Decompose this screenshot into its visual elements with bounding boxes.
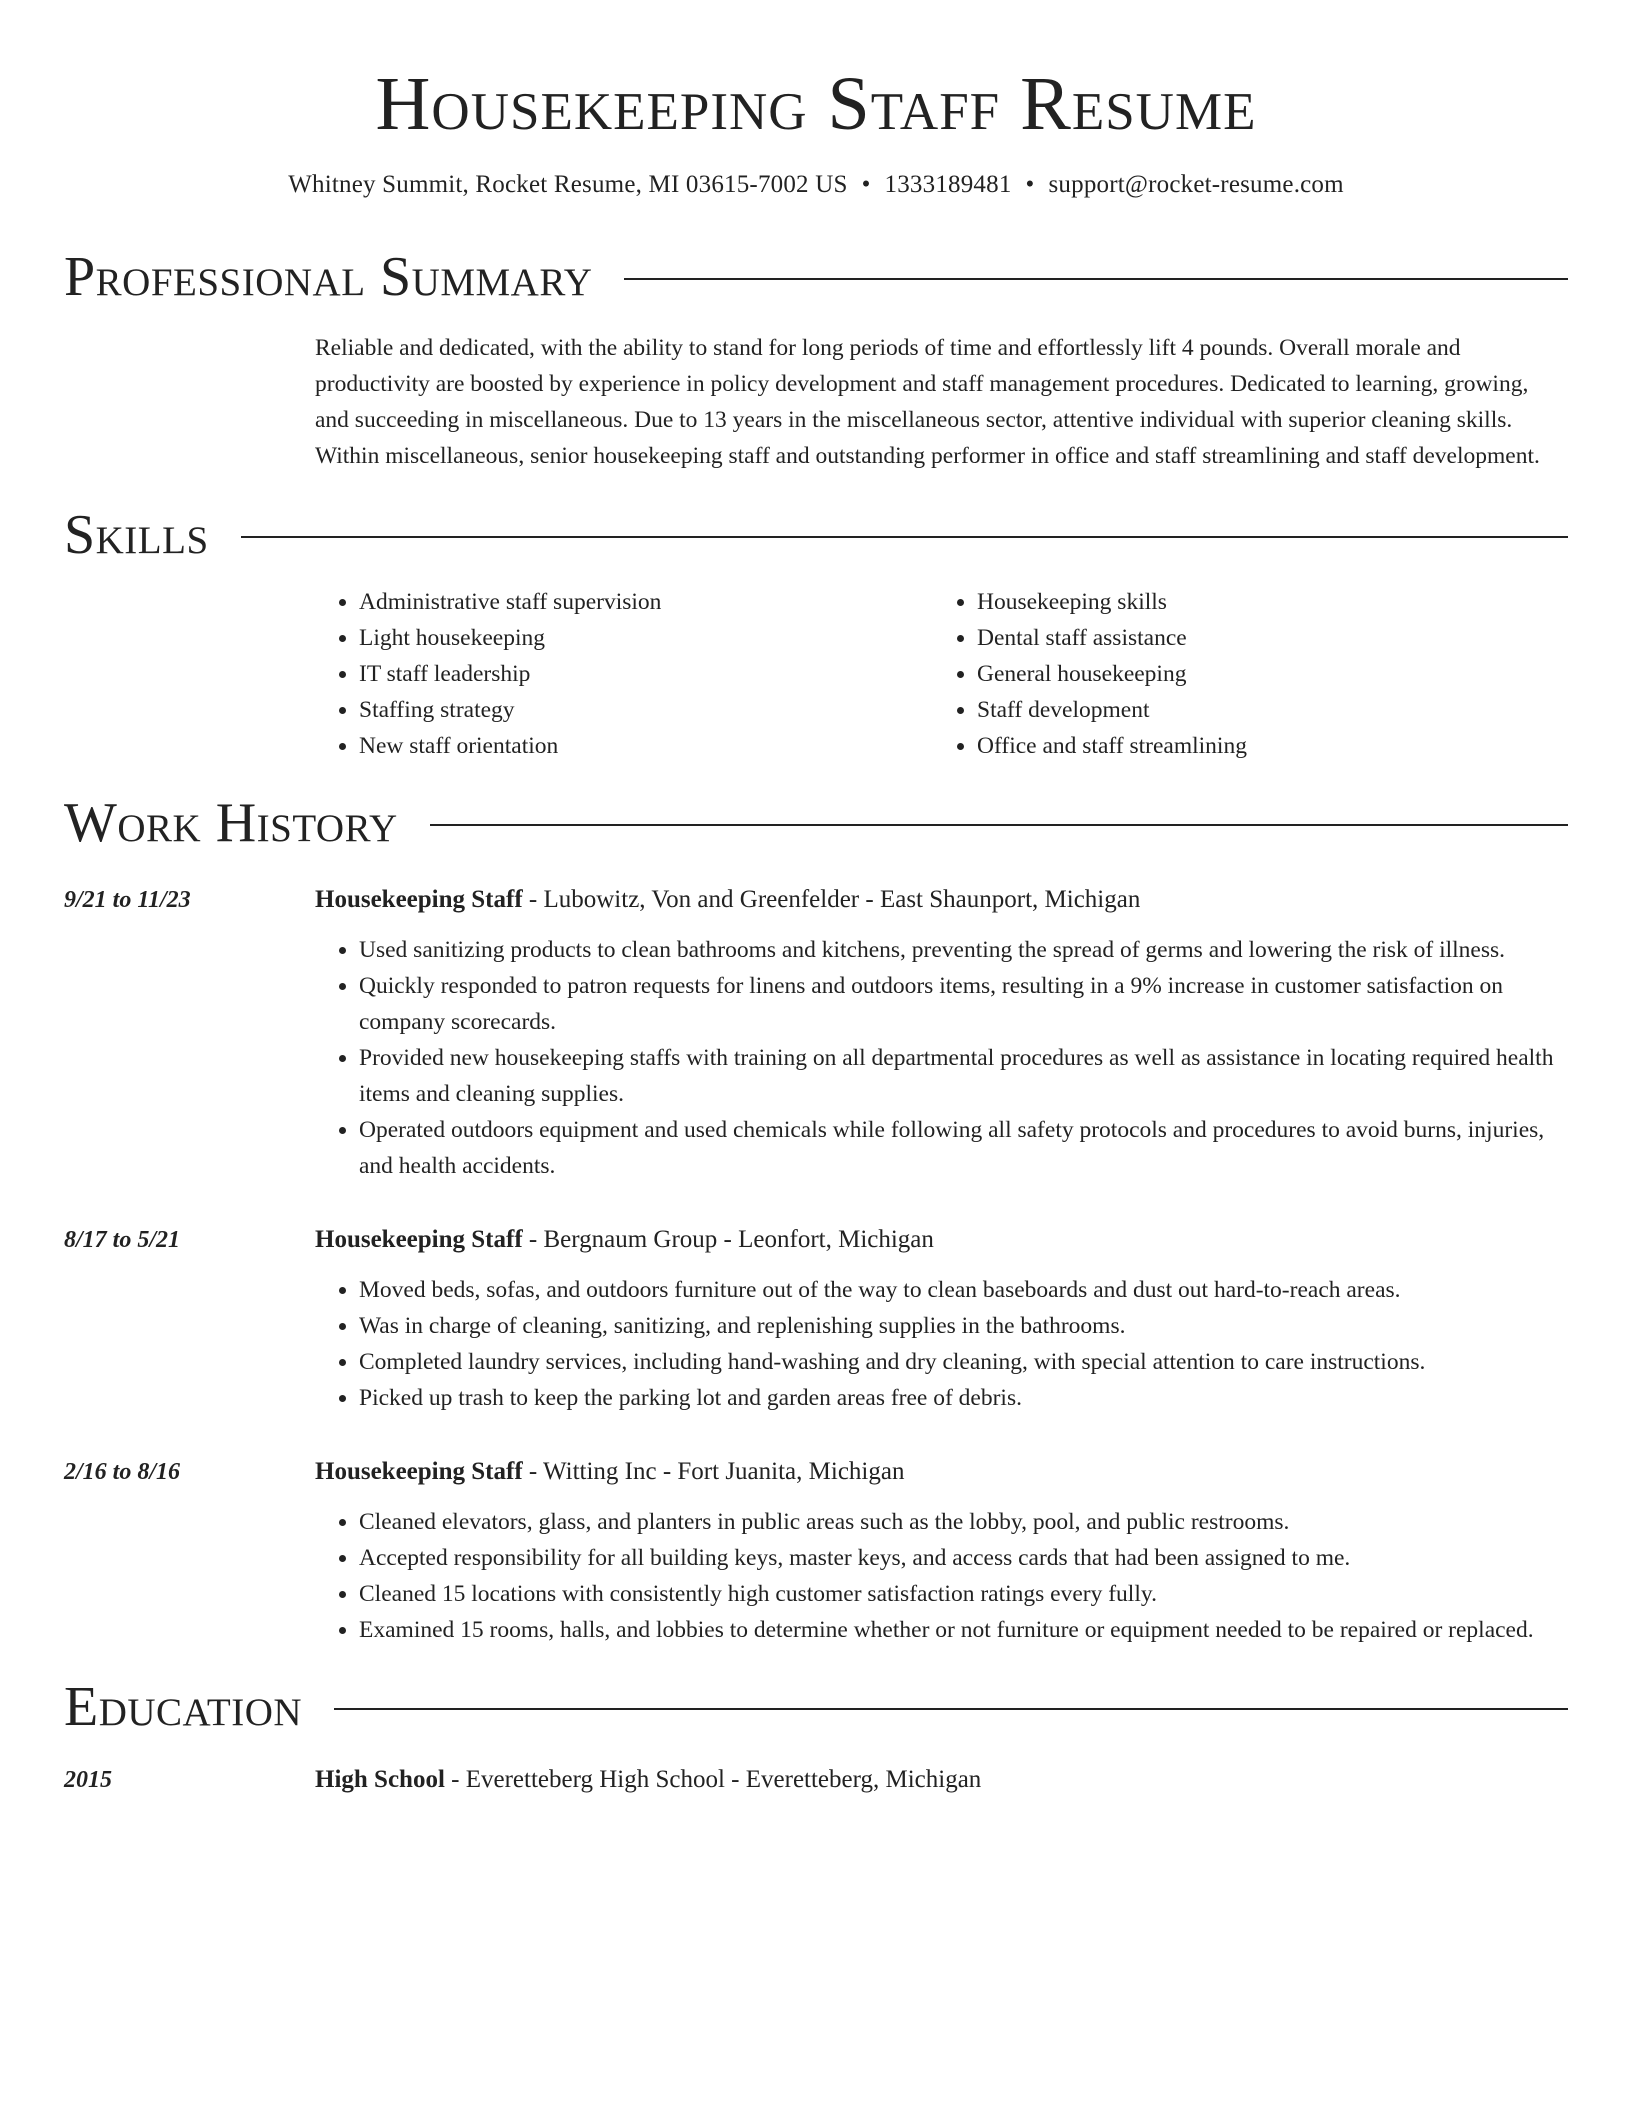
skill-item: • General housekeeping [977,656,1247,692]
job-bullet: • Completed laundry services, including hand-washing and dry cleaning, with special attention to care instructions. [359,1344,1568,1380]
job-bullet: • Used sanitizing products to clean bathrooms and kitchens, preventing the spread of germs and lowering the risk of illness. [359,932,1568,968]
job-entry [64,1454,1568,1648]
job-entry [64,882,1568,1184]
skills-list [315,584,1568,764]
skill-item: • Office and staff streamlining [977,728,1247,764]
skill-item: • Housekeeping skills [977,584,1247,620]
job-employer: - Witting Inc - Fort Juanita, Michigan [522,1458,905,1485]
skill-item: • Dental staff assistance [977,620,1247,656]
job-dates: 8/17 to 5/21 [64,1227,181,1253]
section-divider [624,278,1568,280]
education-section-header [64,1676,1568,1738]
contact-separator: • [1025,171,1035,198]
skill-item: • Light housekeeping [359,620,933,656]
job-dates: 2/16 to 8/16 [64,1459,181,1485]
resume-page [64,0,1568,1798]
job-bullet: • Moved beds, sofas, and outdoors furniture out of the way to clean baseboards and dust out hard-to-reach areas. [359,1272,1568,1308]
education-header [315,1762,1568,1798]
job-bullet: • Examined 15 rooms, halls, and lobbies to determine whether or not furniture or equipment needed to be repaired or replaced. [359,1612,1568,1648]
job-bullet: • Quickly responded to patron requests for linens and outdoors items, resulting in a 9% increase in customer satisfaction on company scorecards. [359,968,1568,1040]
skill-item: • Staffing strategy [359,692,933,728]
education-entry [64,1762,1568,1798]
job-bullets [315,1272,1568,1416]
section-divider [430,824,1568,826]
job-bullet: • Accepted responsibility for all building keys, master keys, and access cards that had been assigned to me. [359,1540,1568,1576]
summary-text: Reliable and dedicated, with the ability to stand for long periods of time and effortlessly lift 4 pounds. Overall morale and productivity are boosted by experience in policy development and staff management procedures. Dedicated to learning, growing, and succeeding in miscellaneous. Due to 13 years in the miscellaneous sector, attentive individual with superior cleaning skills. Within miscellaneous, senior housekeeping staff and outstanding performer in office and staff streamlining and staff development. [315,335,1540,469]
job-bullets [315,1504,1568,1648]
section-divider [334,1708,1568,1710]
skills-section-header [64,504,1568,566]
job-bullet: • Operated outdoors equipment and used chemicals while following all safety protocols and procedures to avoid burns, injuries, and health accidents. [359,1112,1568,1184]
job-employer: - Bergnaum Group - Leonfort, Michigan [522,1226,934,1253]
job-bullets [315,932,1568,1184]
job-title: Housekeeping Staff [315,1458,523,1485]
skill-item: • New staff orientation [359,728,933,764]
contact-phone: 1333189481 [884,171,1012,198]
job-bullet: • Provided new housekeeping staffs with training on all departmental procedures as well as assistance in locating required health items and cleaning supplies. [359,1040,1568,1112]
work-heading: Work History [64,792,398,854]
skill-item: • Administrative staff supervision [359,584,933,620]
work-section-header [64,792,1568,854]
resume-title: Housekeeping Staff Resume [375,62,1257,146]
job-bullet: • Picked up trash to keep the parking lot and garden areas free of debris. [359,1380,1568,1416]
job-employer: - Lubowitz, Von and Greenfelder - East Shaunport, Michigan [522,886,1141,913]
section-divider [241,536,1568,538]
job-title: Housekeeping Staff [315,1226,523,1253]
job-header [315,1222,1568,1258]
job-bullet: • Cleaned elevators, glass, and planters in public areas such as the lobby, pool, and public restrooms. [359,1504,1568,1540]
contact-address: Whitney Summit, Rocket Resume, MI 03615-7002 US [288,171,848,198]
skills-column-right [933,584,1247,764]
skill-item: • Staff development [977,692,1247,728]
job-bullet: • Cleaned 15 locations with consistently high customer satisfaction ratings every fully. [359,1576,1568,1612]
job-header [315,882,1568,918]
contact-separator: • [861,171,871,198]
job-header [315,1454,1568,1490]
contact-line [64,170,1568,200]
skills-column-left [315,584,933,764]
education-school: - Everetteberg High School - Everetteberg, Michigan [444,1766,982,1793]
summary-heading: Professional Summary [64,246,593,308]
education-year: 2015 [64,1767,112,1793]
job-dates: 9/21 to 11/23 [64,887,191,913]
summary-section-header [64,246,1568,308]
job-title: Housekeeping Staff [315,886,523,913]
skills-heading: Skills [64,504,209,566]
job-entry [64,1222,1568,1416]
education-heading: Education [64,1676,303,1738]
education-degree: High School [315,1766,445,1793]
skill-item: • IT staff leadership [359,656,933,692]
job-bullet: • Was in charge of cleaning, sanitizing, and replenishing supplies in the bathrooms. [359,1308,1568,1344]
contact-email: support@rocket-resume.com [1048,171,1344,198]
